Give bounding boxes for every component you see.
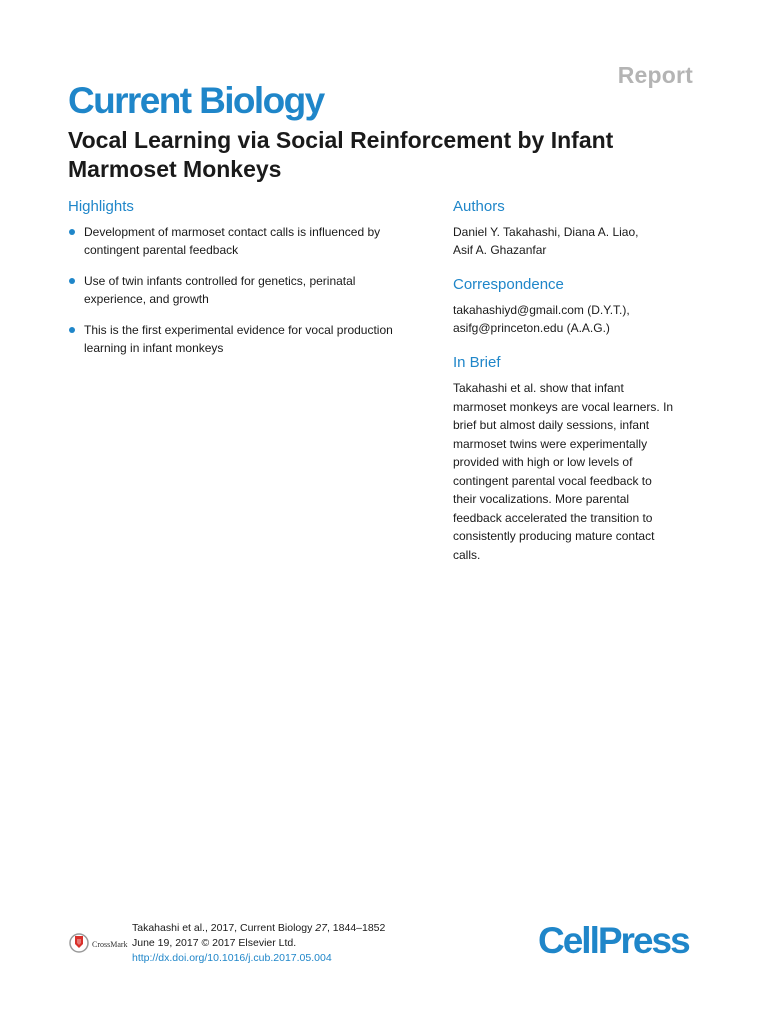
correspondence-heading: Correspondence <box>453 276 564 293</box>
highlights-list <box>68 223 438 357</box>
highlight-text: contingent parental feedback <box>84 243 239 257</box>
in-brief-line: Takahashi et al. show that infant <box>453 381 624 395</box>
journal-logo: Current Biology <box>68 80 324 121</box>
correspondence-emails <box>453 301 703 337</box>
right-column <box>453 197 703 580</box>
highlight-text: Use of twin infants controlled for genetics, perinatal <box>84 274 356 288</box>
bullet-icon <box>69 229 75 235</box>
highlights-heading: Highlights <box>68 198 134 215</box>
in-brief-line: brief but almost daily sessions, infant <box>453 418 650 432</box>
bullet-icon <box>69 327 75 333</box>
report-label: Report <box>617 62 693 88</box>
copyright-line: June 19, 2017 © 2017 Elsevier Ltd. <box>132 937 297 949</box>
correspondence-email[interactable]: takahashiyd@gmail.com (D.Y.T.), <box>453 303 630 317</box>
correspondence-email[interactable]: asifg@princeton.edu (A.A.G.) <box>453 321 610 335</box>
in-brief-line: feedback accelerated the transition to <box>453 510 653 525</box>
in-brief-line: marmoset twins were experimentally <box>453 436 648 451</box>
authors-list <box>453 223 703 259</box>
citation-pages: , 1844–1852 <box>326 922 386 934</box>
in-brief-section <box>453 353 703 564</box>
in-brief-heading: In Brief <box>453 354 501 371</box>
crossmark-logo-icon[interactable] <box>68 932 130 954</box>
authors-line: Asif A. Ghazanfar <box>453 243 547 257</box>
correspondence-section <box>453 275 703 337</box>
citation-line <box>132 921 385 936</box>
citation-text: Takahashi et al., 2017, Current Biology <box>132 922 316 934</box>
citation-block <box>132 921 385 966</box>
highlight-item <box>68 321 438 357</box>
article-title-line: Marmoset Monkeys <box>68 156 282 182</box>
highlight-text: Development of marmoset contact calls is influenced by <box>84 225 381 239</box>
cellpress-logo: CellPress <box>538 920 689 961</box>
in-brief-line: marmoset monkeys are vocal learners. In <box>453 399 674 414</box>
in-brief-text <box>453 379 703 564</box>
doi-link[interactable]: http://dx.doi.org/10.1016/j.cub.2017.05.004 <box>132 952 332 964</box>
article-title-line: Vocal Learning via Social Reinforcement by Infant <box>68 127 614 153</box>
highlight-text: This is the first experimental evidence for vocal production <box>84 323 393 337</box>
crossmark-label: CrossMark <box>92 940 128 949</box>
bullet-icon <box>69 278 75 284</box>
in-brief-line: consistently producing mature contact <box>453 529 655 543</box>
authors-section <box>453 197 703 259</box>
article-title <box>68 126 708 184</box>
highlight-item <box>68 223 438 259</box>
in-brief-line: contingent parental vocal feedback to <box>453 473 652 488</box>
in-brief-line: calls. <box>453 547 481 562</box>
in-brief-line: provided with high or low levels of <box>453 455 633 469</box>
authors-line: Daniel Y. Takahashi, Diana A. Liao, <box>453 225 639 239</box>
in-brief-line: their vocalizations. More parental <box>453 492 630 506</box>
highlight-text: learning in infant monkeys <box>84 341 224 355</box>
highlight-item <box>68 272 438 308</box>
page-footer <box>68 918 708 978</box>
left-column <box>68 197 438 370</box>
highlight-text: experience, and growth <box>84 292 209 306</box>
citation-volume: 27 <box>315 922 327 934</box>
authors-heading: Authors <box>453 198 505 215</box>
